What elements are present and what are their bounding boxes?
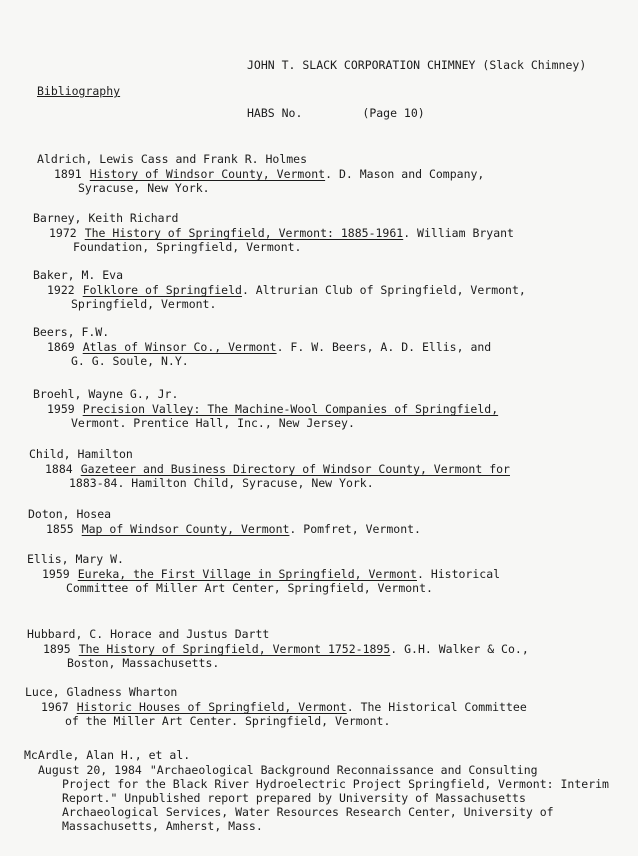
entry-year: August 20, 1984 xyxy=(38,763,142,777)
entry-author: Ellis, Mary W. xyxy=(27,552,124,566)
entry-author: Barney, Keith Richard xyxy=(33,211,179,225)
entry-publisher: . Pomfret, Vermont. xyxy=(289,522,421,536)
bibliography-entry xyxy=(33,387,638,430)
entry-continuation: 1883-84. Hamilton Child, Syracuse, New York. xyxy=(69,476,374,490)
bibliography-entry xyxy=(25,685,638,728)
entry-publisher: . Historical xyxy=(416,567,501,581)
entry-year: 1895 xyxy=(43,642,71,656)
entry-year: 1972 xyxy=(49,226,77,240)
entry-author: Aldrich, Lewis Cass and Frank R. Holmes xyxy=(37,152,308,166)
habs-number-label: HABS No. xyxy=(247,106,303,120)
entry-year: 1855 xyxy=(46,522,74,536)
entry-reference xyxy=(25,700,638,728)
entry-reference xyxy=(37,167,638,195)
entry-year: 1891 xyxy=(54,167,82,181)
entry-publisher: . William Bryant xyxy=(403,226,514,240)
entry-publisher: . G.H. Walker & Co., xyxy=(390,642,529,656)
entry-author: Child, Hamilton xyxy=(29,447,133,461)
entry-work-title: Folklore of Springfield xyxy=(82,283,242,297)
entry-work-title: Gazeteer and Business Directory of Windsor County, Vermont for xyxy=(80,462,510,476)
entry-continuation: Project for the Black River Hydroelectric Project Springfield, Vermont: Interim Report." Unpublished report prepared by University of Massachusetts Archaeological Services, Water Resources Research Center, University of Massachusetts, Amherst, Mass. xyxy=(62,777,609,833)
entry-year: 1959 xyxy=(47,402,75,416)
entry-author: Beers, F.W. xyxy=(33,325,110,339)
entry-work-title: Precision Valley: The Machine-Wool Companies of Springfield, xyxy=(82,402,499,416)
entry-continuation: Vermont. Prentice Hall, Inc., New Jersey. xyxy=(71,416,355,430)
entry-continuation: Foundation, Springfield, Vermont. xyxy=(73,240,302,254)
entry-reference xyxy=(29,462,638,490)
entry-year: 1869 xyxy=(47,340,75,354)
entry-publisher: . D. Mason and Company, xyxy=(325,167,485,181)
bibliography-entry xyxy=(27,552,638,595)
entry-year: 1967 xyxy=(41,700,69,714)
entry-reference xyxy=(33,226,638,254)
entry-author: Baker, M. Eva xyxy=(33,268,124,282)
entry-work-title: Eureka, the First Village in Springfield, Vermont xyxy=(77,567,417,581)
page-header xyxy=(247,25,586,153)
entry-publisher: "Archaeological Background Reconnaissance and Consulting xyxy=(149,763,538,777)
habs-line xyxy=(247,105,586,121)
entry-author: Hubbard, C. Horace and Justus Dartt xyxy=(27,627,270,641)
entry-author: Broehl, Wayne G., Jr. xyxy=(33,387,179,401)
bibliography-entry xyxy=(24,748,638,833)
entry-reference xyxy=(28,522,638,536)
page-number: (Page 10) xyxy=(362,106,425,120)
section-heading: Bibliography xyxy=(37,84,121,98)
entry-author: Doton, Hosea xyxy=(28,507,112,521)
entry-reference xyxy=(27,642,638,670)
entry-work-title: Historic Houses of Springfield, Vermont xyxy=(76,700,347,714)
entry-year: 1884 xyxy=(45,462,73,476)
bibliography-entry xyxy=(33,211,638,254)
entry-work-title: Atlas of Winsor Co., Vermont xyxy=(82,340,277,354)
entry-work-title: The History of Springfield, Vermont 1752-1895 xyxy=(78,642,391,656)
document-title: JOHN T. SLACK CORPORATION CHIMNEY (Slack Chimney) xyxy=(247,58,587,72)
entry-year: 1959 xyxy=(42,567,70,581)
entry-publisher: . The Historical Committee xyxy=(346,700,527,714)
entry-continuation: Springfield, Vermont. xyxy=(71,297,217,311)
entry-work-title: Map of Windsor County, Vermont xyxy=(81,522,290,536)
bibliography-entry xyxy=(29,447,638,490)
entry-reference xyxy=(27,567,638,595)
entry-continuation: Syracuse, New York. xyxy=(78,181,210,195)
entry-work-title: History of Windsor County, Vermont xyxy=(89,167,326,181)
entry-reference xyxy=(24,763,638,833)
entry-year: 1922 xyxy=(47,283,75,297)
entry-reference xyxy=(33,402,638,430)
entry-author: Luce, Gladness Wharton xyxy=(25,685,178,699)
entry-publisher: . Altrurian Club of Springfield, Vermont, xyxy=(241,283,526,297)
entry-continuation: of the Miller Art Center. Springfield, Vermont. xyxy=(65,714,391,728)
entry-continuation: Boston, Massachusetts. xyxy=(67,656,220,670)
entry-reference xyxy=(33,283,638,311)
entry-publisher: . F. W. Beers, A. D. Ellis, and xyxy=(276,340,492,354)
bibliography-entry xyxy=(28,507,638,536)
bibliography-entry xyxy=(27,627,638,670)
bibliography-entry xyxy=(33,325,638,368)
entry-continuation: G. G. Soule, N.Y. xyxy=(71,354,189,368)
entry-reference xyxy=(33,340,638,368)
entry-continuation: Committee of Miller Art Center, Springfield, Vermont. xyxy=(66,581,433,595)
entry-work-title: The History of Springfield, Vermont: 1885-1961 xyxy=(84,226,404,240)
bibliography-entry xyxy=(33,268,638,311)
bibliography-entry xyxy=(37,152,638,195)
entry-author: McArdle, Alan H., et al. xyxy=(24,748,191,762)
